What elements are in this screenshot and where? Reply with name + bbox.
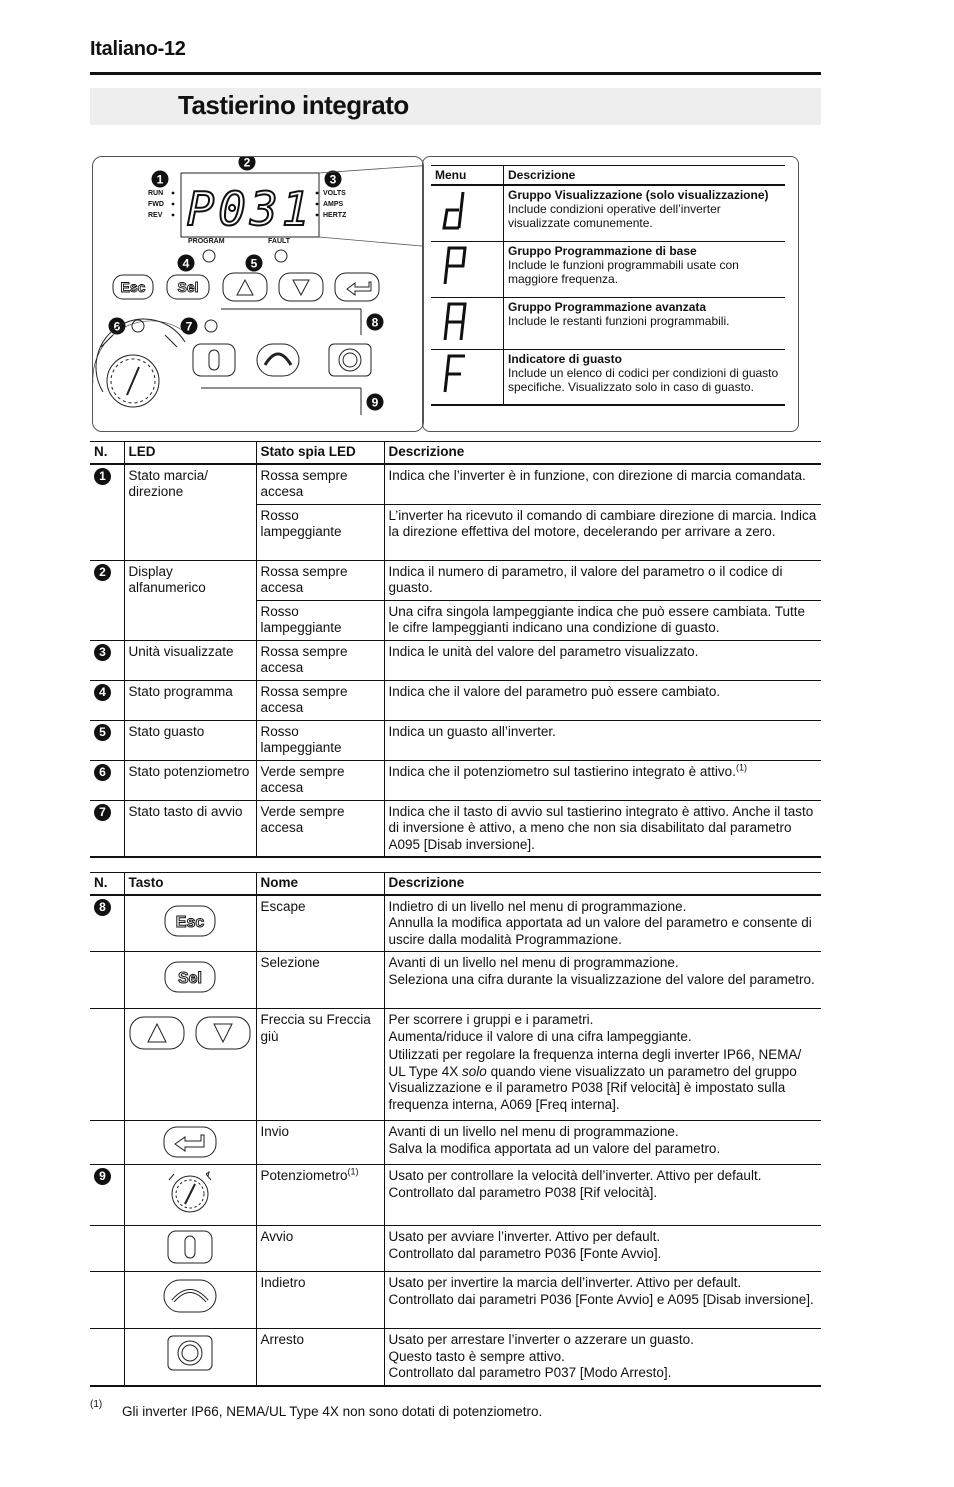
menu-table <box>431 165 785 406</box>
fault-label: FAULT <box>268 238 291 245</box>
callout-8: 8 <box>371 315 379 330</box>
svg-text:Sel: Sel <box>177 970 203 987</box>
key-header-name: Nome <box>256 873 384 895</box>
menu-glyph-d <box>431 185 504 241</box>
callout-4: 4 <box>182 256 190 271</box>
key-num <box>90 1329 124 1386</box>
keypad-up-button <box>223 273 267 301</box>
key-name: Indietro <box>256 1272 384 1329</box>
led-header-state: Stato spia LED <box>256 442 384 464</box>
led-desc: Indica che il tasto di avvio sul tastierino integrato è attivo. Anche il tasto di inversione è attivo, a meno che non sia disabilitato dal parametro A095 [Disab inversione]. <box>384 800 821 857</box>
display-glyph-p-icon <box>435 244 475 288</box>
program-label: PROGRAM <box>188 238 225 245</box>
led-desc: L’inverter ha ricevuto il comando di cambiare direzione di marcia. Indica la direzione effettiva del motore, decelerando per arrivare a zero. <box>384 504 821 560</box>
led-desc: Indica che l’inverter è in funzione, con direzione di marcia comandata. <box>384 464 821 505</box>
led-desc: Indica un guasto all’inverter. <box>384 720 821 760</box>
key-name: Selezione <box>256 952 384 1009</box>
key-name: Freccia su Freccia giù <box>256 1009 384 1121</box>
header-rule <box>90 72 821 75</box>
key-icon-cell <box>124 1272 256 1329</box>
key-header-key: Tasto <box>124 873 256 895</box>
led-table <box>90 441 821 858</box>
keypad-stop-button <box>329 344 371 376</box>
key-num <box>90 1272 124 1329</box>
led-name: Unità visualizzate <box>124 640 256 680</box>
key-table <box>90 872 821 1387</box>
svg-text:Esc: Esc <box>175 913 205 931</box>
led-name: Stato tasto di avvio <box>124 800 256 857</box>
led-num: 2 <box>90 560 124 640</box>
led-header-led: LED <box>124 442 256 464</box>
stop-key-icon <box>167 1335 213 1371</box>
page-header: Italiano-12 <box>90 38 186 60</box>
led-num: 7 <box>90 800 124 857</box>
menu-header-desc: Descrizione <box>504 166 786 186</box>
key-num <box>90 1009 124 1121</box>
reverse-key-icon <box>163 1279 217 1313</box>
key-header-num: N. <box>94 875 108 890</box>
led-desc: Indica che il valore del parametro può essere cambiato. <box>384 680 821 720</box>
key-desc: Per scorrere i gruppi e i parametri. Aumenta/riduce il valore di una cifra lampeggiante. Utilizzati per regolare la frequenza interna degli inverter IP66, NEMA/ UL Type 4X solo quando viene visualizzato un parametro del gruppo Visualizzazione e il parametro P038 [Rif velocità] è impostato sulla frequenza interna, A069 [Freq interna]. <box>384 1009 821 1121</box>
led-label-rev: REV <box>148 212 163 219</box>
key-num: 8 <box>90 895 124 952</box>
led-num: 6 <box>90 760 124 800</box>
menu-header-menu: Menu <box>435 168 467 182</box>
menu-glyph-p <box>431 241 504 297</box>
callout-1: 1 <box>156 172 164 187</box>
key-name: Invio <box>256 1121 384 1165</box>
menu-glyph-f <box>431 349 504 405</box>
led-state: Rossa sempre accesa <box>256 560 384 600</box>
start-key-icon <box>167 1230 213 1264</box>
led-name: Stato potenziometro <box>124 760 256 800</box>
keypad-reverse-button <box>257 344 299 376</box>
led-label-volts: VOLTS <box>323 190 346 197</box>
led-desc: Indica che il potenziometro sul tastierino integrato è attivo.$^{(1)}$ <box>384 760 821 800</box>
led-state: Rossa sempre accesa <box>256 680 384 720</box>
key-num <box>90 1226 124 1272</box>
led-state: Verde sempre accesa <box>256 760 384 800</box>
key-name: Potenziometro$^{(1)}$ <box>256 1165 384 1226</box>
key-desc: Indietro di un livello nel menu di programmazione. Annulla la modifica apportata ad un valore del parametro e consente di uscire dalla modalità Programmazione. <box>384 895 821 952</box>
led-desc: Una cifra singola lampeggiante indica che può essere cambiata. Tutte le cifre lampeggianti indicano una condizione di guasto. <box>384 600 821 640</box>
svg-text:Sel: Sel <box>177 279 199 295</box>
sel-key-icon <box>164 961 216 993</box>
menu-row-p: Gruppo Programmazione di base Include le funzioni programmabili usate con maggiore frequenza. <box>504 241 786 297</box>
led-num: 3 <box>90 640 124 680</box>
keypad-sel-button <box>167 275 209 299</box>
led-num: 4 <box>90 680 124 720</box>
page-title: Tastierino integrato <box>178 90 409 120</box>
key-desc: Usato per invertire la marcia dell’inverter. Attivo per default. Controllato dai parametri P036 [Fonte Avvio] e A095 [Disab inversione]. <box>384 1272 821 1329</box>
key-icon-cell <box>124 1329 256 1386</box>
callout-6: 6 <box>113 319 121 334</box>
led-num: 1 <box>90 464 124 561</box>
led-state: Rosso lampeggiante <box>256 600 384 640</box>
program-led <box>203 250 215 262</box>
key-icon-cell <box>124 1226 256 1272</box>
up-down-arrow-keys-icon <box>129 1016 251 1050</box>
menu-glyph-a <box>431 297 504 349</box>
led-state: Rosso lampeggiante <box>256 504 384 560</box>
led-state: Rosso lampeggiante <box>256 720 384 760</box>
potentiometer-key-icon <box>165 1170 215 1216</box>
key-name: Arresto <box>256 1329 384 1386</box>
keypad-down-button <box>279 273 323 301</box>
callout-9: 9 <box>371 395 379 410</box>
menu-panel <box>422 156 799 432</box>
led-desc: Indica le unità del valore del parametro visualizzato. <box>384 640 821 680</box>
pot-led <box>132 320 144 332</box>
callout-2: 2 <box>243 157 251 170</box>
led-state: Rossa sempre accesa <box>256 640 384 680</box>
callout-3: 3 <box>329 172 337 187</box>
key-num <box>90 1121 124 1165</box>
svg-text:Esc: Esc <box>120 279 146 295</box>
menu-row-d: Gruppo Visualizzazione (solo visualizzazione) Include condizioni operative dell’inverter visualizzate comunemente. <box>504 185 786 241</box>
led-name: Display alfanumerico <box>124 560 256 640</box>
led-label-hertz: HERTZ <box>323 212 347 219</box>
led-label-run: RUN <box>148 190 164 197</box>
display-glyph-f-icon <box>435 352 475 396</box>
led-label-amps: AMPS <box>323 201 344 208</box>
footnote-text: Gli inverter IP66, NEMA/UL Type 4X non sono dotati di potenziometro. <box>122 1404 543 1419</box>
key-name: Avvio <box>256 1226 384 1272</box>
menu-row-a: Gruppo Programmazione avanzata Include le restanti funzioni programmabili. <box>504 297 786 349</box>
start-led <box>205 320 217 332</box>
key-desc: Avanti di un livello nel menu di programmazione. Seleziona una cifra durante la visualizzazione del valore del parametro. <box>384 952 821 1009</box>
keypad-drawing <box>93 157 423 431</box>
menu-row-f: Indicatore di guasto Include un elenco di codici per condizioni di guasto specifiche. Visualizzato solo in caso di guasto. <box>504 349 786 405</box>
key-num <box>90 952 124 1009</box>
key-icon-cell <box>124 1009 256 1121</box>
led-name: Stato guasto <box>124 720 256 760</box>
keypad-enter-button <box>335 273 379 301</box>
display-text: P031 <box>186 182 314 236</box>
key-icon-cell <box>124 952 256 1009</box>
key-num: 9 <box>90 1165 124 1226</box>
key-icon-cell <box>124 1121 256 1165</box>
key-desc: Usato per avviare l’inverter. Attivo per default. Controllato dal parametro P036 [Fonte Avvio]. <box>384 1226 821 1272</box>
led-desc: Indica il numero di parametro, il valore del parametro o il codice di guasto. <box>384 560 821 600</box>
led-state: Verde sempre accesa <box>256 800 384 857</box>
enter-key-icon <box>163 1126 217 1158</box>
keypad-illustration <box>92 156 424 432</box>
keypad-esc-button <box>113 275 153 299</box>
keypad-start-button <box>193 344 235 376</box>
esc-key-icon <box>164 905 216 937</box>
led-header-desc: Descrizione <box>384 442 821 464</box>
key-icon-cell <box>124 895 256 952</box>
fault-led <box>275 250 287 262</box>
led-state: Rossa sempre accesa <box>256 464 384 505</box>
display-glyph-a-icon <box>435 300 475 344</box>
key-desc: Usato per arrestare l’inverter o azzerare un guasto. Questo tasto è sempre attivo. Controllato dal parametro P037 [Modo Arresto]. <box>384 1329 821 1386</box>
key-header-desc: Descrizione <box>384 873 821 895</box>
key-desc: Usato per controllare la velocità dell’inverter. Attivo per default. Controllato dal parametro P038 [Rif velocità]. <box>384 1165 821 1226</box>
led-num: 5 <box>90 720 124 760</box>
led-name: Stato marcia/ direzione <box>124 464 256 561</box>
footnote-mark: (1) <box>90 1399 103 1410</box>
key-icon-cell <box>124 1165 256 1226</box>
led-name: Stato programma <box>124 680 256 720</box>
led-label-fwd: FWD <box>148 201 164 208</box>
key-desc: Avanti di un livello nel menu di programmazione. Salva la modifica apportata ad un valore del parametro. <box>384 1121 821 1165</box>
callout-5: 5 <box>250 256 258 271</box>
callout-7: 7 <box>185 319 193 334</box>
key-name: Escape <box>256 895 384 952</box>
display-glyph-d-icon <box>435 188 475 232</box>
led-header-num: N. <box>94 444 108 459</box>
